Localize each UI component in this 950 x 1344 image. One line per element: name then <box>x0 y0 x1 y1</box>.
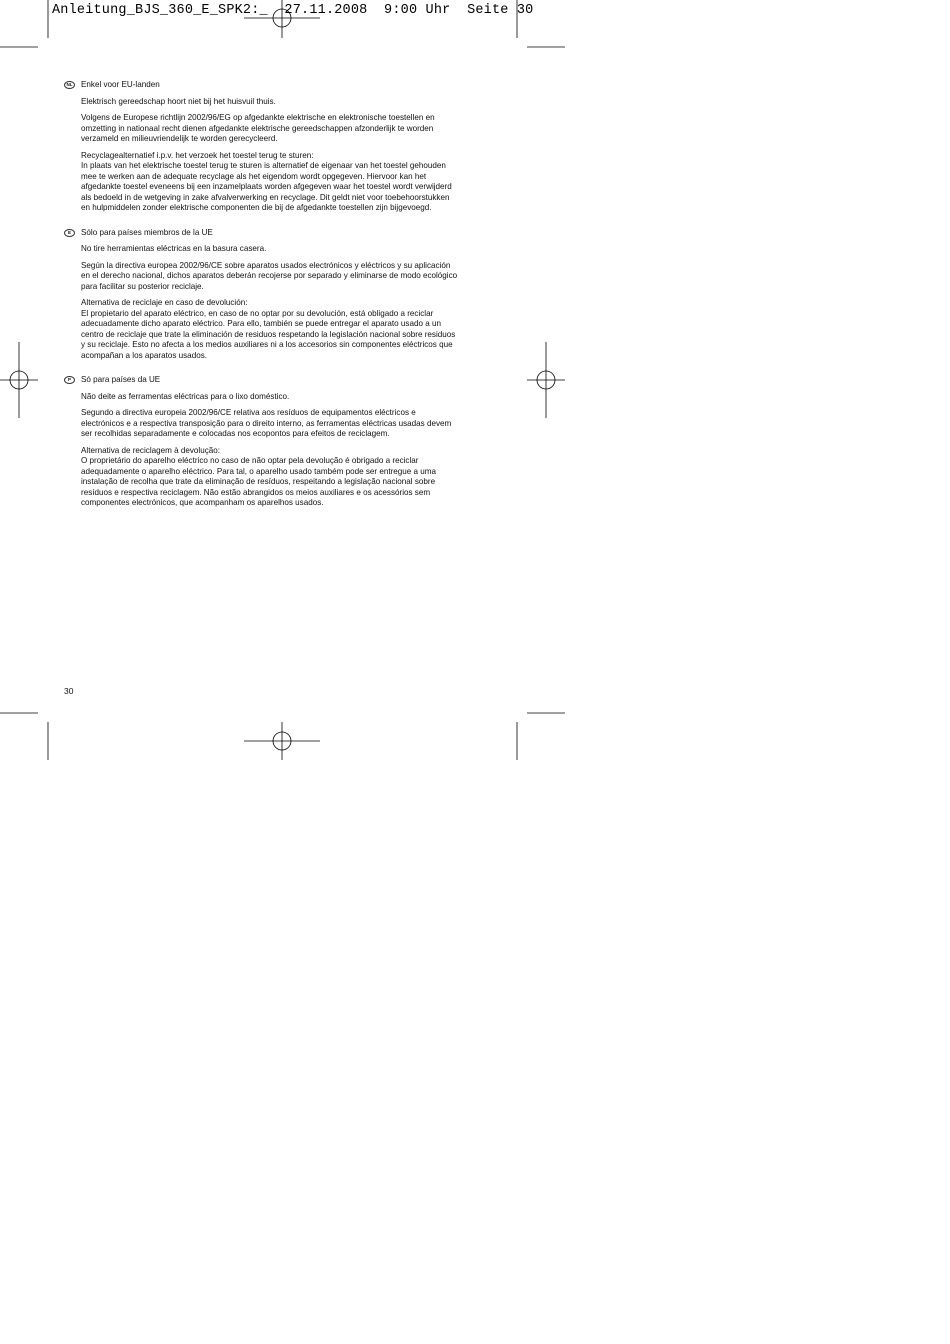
text-line: adecuadamente dicho aparato eléctrico. Para ello, también se puede entregar el aparato usado a un <box>81 319 441 328</box>
paragraph <box>81 408 504 440</box>
text-line: acompañan a los aparatos usados. <box>81 350 207 360</box>
text-line: mee te werken aan de adequate recyclage als het eigendom wordt opgegeven. Hiervoor kan het <box>81 171 427 181</box>
text-line: adequadamente o aparelho eléctrico. Para tal, o aparelho usado também pode ser entregue a uma <box>81 466 437 476</box>
text-line: Según la directiva europea 2002/96/CE sobre aparatos usados electrónicos y eléctricos y su aplicación <box>81 260 451 270</box>
country-flag-icon: E <box>64 229 75 237</box>
text-line: componentes electrónicos, que acompanham os aparelhos usados. <box>81 498 324 507</box>
text-line: en el derecho nacional, dichos aparatos deberán recojerse por separado y eliminarse de modo ecológico <box>81 271 458 280</box>
text-line: para facilitar su posterior reciclaje. <box>81 281 204 291</box>
text-line: y su reciclaje. Esto no afecta a los medios auxiliares ni a los accesorios sin componentes eléctricos que <box>81 340 453 349</box>
section-title: Só para países da UE <box>81 375 161 384</box>
text-line: instalação de recolha que trate da eliminação de resíduos, respeitando a legislação nacional sobre <box>81 477 436 486</box>
text-line: O proprietário do aparelho eléctrico no caso de não optar pela devolução é obrigado a reciclar <box>81 456 419 465</box>
text-line: In plaats van het elektrische toestel terug te sturen is alternatief de eigenaar van het toestel gehouden <box>81 161 446 170</box>
text-line: El propietario del aparato eléctrico, en caso de no optar por su devolución, está obligado a reciclar <box>81 308 434 318</box>
section-es <box>64 228 504 362</box>
paragraph <box>81 298 504 361</box>
section-nl <box>64 80 504 214</box>
text-line: electrónicos e a respectiva transposição para o direito interno, as ferramentas eléctricas usadas devem <box>81 418 452 428</box>
section-title: Enkel voor EU-landen <box>81 80 160 89</box>
section-title: Sólo para países miembros de la UE <box>81 227 213 237</box>
paragraph <box>81 97 504 108</box>
page-number: 30 <box>64 686 74 696</box>
document-body <box>64 80 504 523</box>
text-line: ser recolhidas separadamente e colocadas nos ecopontos para efeitos de reciclagem. <box>81 429 390 438</box>
text-line: Alternativa de reciclaje en caso de devolución: <box>81 298 248 307</box>
text-line: centro de reciclaje que trate la eliminación de residuos respetando la legislación nacional sobre residuos <box>81 329 456 339</box>
text-line: verzameld en milieuvriendelijk te worden gerecycleerd. <box>81 134 278 143</box>
text-line: en hulpmiddelen zonder elektrische componenten die bij de afgedankte toestellen zijn bijgevoegd. <box>81 203 432 212</box>
section-header <box>64 80 504 91</box>
paragraph <box>81 392 504 403</box>
country-flag-icon: NL <box>64 81 75 89</box>
paragraph <box>81 151 504 214</box>
paragraph <box>81 261 504 293</box>
text-line: Não deite as ferramentas eléctricas para o lixo doméstico. <box>81 391 290 401</box>
text-line: Segundo a directiva europeia 2002/96/CE relativa aos resíduos de equipamentos eléctricos e <box>81 408 416 417</box>
section-pt <box>64 375 504 509</box>
section-header <box>64 375 504 386</box>
text-line: als bedoeld in de wetgeving in zake afvalverwerking en recyclage. Dit geldt niet voor toebehoorstukken <box>81 192 450 202</box>
country-flag-icon: P <box>64 376 75 384</box>
paragraph <box>81 244 504 255</box>
text-line: omzetting in nationaal recht dienen afgedankte elektrische gereedschappen afzonderlijk te worden <box>81 123 434 133</box>
section-header <box>64 228 504 239</box>
text-line: Elektrisch gereedschap hoort niet bij het huisvuil thuis. <box>81 96 276 106</box>
text-line: Recyclagealternatief i.p.v. het verzoek het toestel terug te sturen: <box>81 150 314 160</box>
text-line: No tire herramientas eléctricas en la basura casera. <box>81 244 267 253</box>
text-line: Volgens de Europese richtlijn 2002/96/EG op afgedankte elektrische en elektronische toestellen en <box>81 113 435 122</box>
text-line: resíduos e respectiva reciclagem. Não estão abrangidos os meios auxiliares e os acessórios sem <box>81 487 431 497</box>
text-line: afgedankte toestel eveneens bij een inzamelplaats worden afgegeven waar het toestel wordt verwijderd <box>81 182 452 191</box>
text-line: Alternativa de reciclagem à devolução: <box>81 445 221 455</box>
print-header: Anleitung_BJS_360_E_SPK2:_ 27.11.2008 9:00 Uhr Seite 30 <box>52 3 534 18</box>
paragraph <box>81 113 504 145</box>
paragraph <box>81 446 504 509</box>
